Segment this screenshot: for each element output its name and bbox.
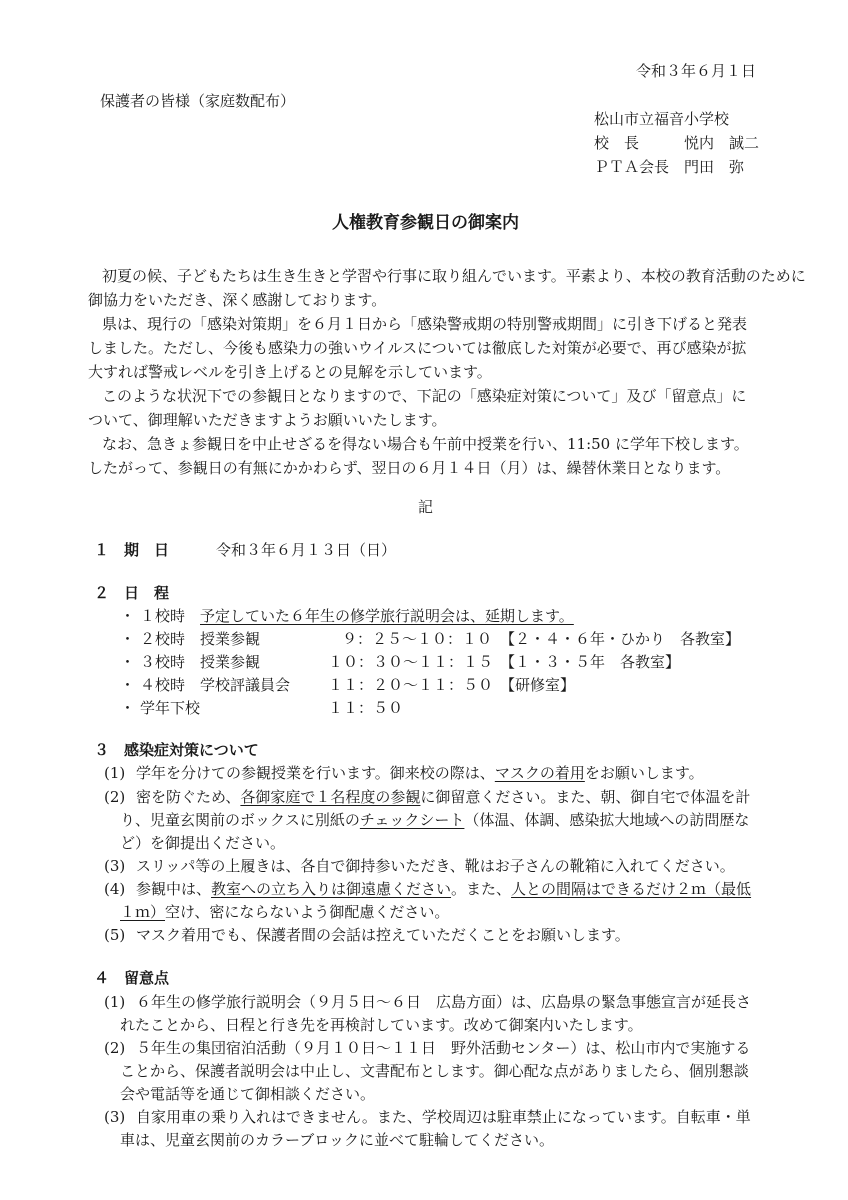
schedule-activity-3: 授業参観 xyxy=(200,653,261,671)
intro-line-9: したがって、参観日の有無にかかわらず、翌日の６月１４日（月）は、繰替休業日となります。 xyxy=(88,459,731,477)
ki-mark: 記 xyxy=(418,498,434,516)
schedule-period-3: ３校時 xyxy=(140,653,186,671)
infection-item-5: マスク着用でも、保護者間の会話は控えていただくことをお願いします。 xyxy=(136,926,630,944)
schedule-bullet: ・ xyxy=(120,676,136,694)
note-item-3: 自家用車の乗り入れはできません。また、学校周辺は駐車禁止になっています。自転車・単 xyxy=(136,1108,751,1126)
section-1-heading: １ 期 日 xyxy=(94,541,170,559)
schedule-activity-2: 授業参観 xyxy=(200,630,261,648)
intro-line-2: 御協力をいただき、深く感謝しております。 xyxy=(88,291,387,309)
schedule-bullet: ・ xyxy=(120,607,136,625)
schedule-bullet: ・ xyxy=(120,699,136,717)
intro-line-6: このような状況下での参観日となりますので、下記の「感染症対策について」及び「留意点」に xyxy=(102,387,747,405)
schedule-period-4: ４校時 xyxy=(140,676,186,694)
school-name: 松山市立福音小学校 xyxy=(594,110,730,128)
schedule-time-5: １１：５０ xyxy=(328,699,404,717)
schedule-place-4: 【研修室】 xyxy=(500,676,576,694)
item-number: (5) xyxy=(104,926,126,944)
schedule-place-3: 【１・３・５年 各教室】 xyxy=(500,653,681,671)
schedule-time-4: １１：２０〜１１：５０ xyxy=(328,676,494,694)
item-number: (2) xyxy=(104,788,126,806)
section-4-heading: ４ 留意点 xyxy=(94,969,170,987)
pta-president: ＰＴＡ会長 門田 弥 xyxy=(594,158,745,176)
intro-line-7: ついて、御理解いただきますようお願いいたします。 xyxy=(88,411,447,429)
schedule-place-2: 【２・４・６年・ひかり 各教室】 xyxy=(500,630,741,648)
intro-line-3: 県は、現行の「感染対策期」を６月１日から「感染警戒期の特別警戒期間」に引き下げると発表 xyxy=(102,315,748,333)
addressee: 保護者の皆様（家庭数配布） xyxy=(100,92,296,110)
infection-item-2-cont: り、児童玄関前のボックスに別紙のチェックシート（体温、体調、感染拡大地域への訪問歴な xyxy=(120,811,750,829)
section-3-heading: ３ 感染症対策について xyxy=(94,741,259,759)
intro-line-4: しました。ただし、今後も感染力の強いウイルスについては徹底した対策が必要で、再び感染が拡 xyxy=(88,339,747,357)
infection-item-4: 参観中は、教室への立ち入りは御遠慮ください。また、人との間隔はできるだけ２ｍ（最低 xyxy=(136,880,752,898)
intro-line-8: なお、急きょ参観日を中止せざるを得ない場合も午前中授業を行い、11:50 に学年下校します。 xyxy=(102,435,749,453)
item-number: (2) xyxy=(104,1039,126,1057)
note-item-2-cont2: 会や電話等を通じて御相談ください。 xyxy=(120,1085,376,1103)
note-item-1: ６年生の修学旅行説明会（９月５日〜６日 広島方面）は、広島県の緊急事態宣言が延長さ xyxy=(136,993,752,1011)
infection-item-2-cont2: ど）を御提出ください。 xyxy=(120,834,286,852)
section-2-heading: ２ 日 程 xyxy=(94,584,170,602)
intro-line-1: 初夏の候、子どもたちは生き生きと学習や行事に取り組んでいます。平素より、本校の教育活動のために xyxy=(102,267,806,285)
schedule-bullet: ・ xyxy=(120,630,136,648)
section-1-date: 令和３年６月１３日（日） xyxy=(216,541,397,559)
principal-name: 校 長 悦内 誠二 xyxy=(594,134,760,152)
item-number: (4) xyxy=(104,880,126,898)
infection-item-4-cont: １ｍ）空け、密にならないよう御配慮ください。 xyxy=(120,903,450,921)
schedule-period-1: １校時 xyxy=(140,607,186,625)
schedule-period-5: 学年下校 xyxy=(140,699,201,717)
issue-date: 令和３年６月１日 xyxy=(636,62,757,80)
schedule-activity-4: 学校評議員会 xyxy=(200,676,291,694)
schedule-note-1: 予定していた６年生の修学旅行説明会は、延期します。 xyxy=(200,607,574,625)
infection-item-2: 密を防ぐため、各御家庭で１名程度の参観に御留意ください。また、朝、御自宅で体温を計 xyxy=(136,788,751,806)
document-title: 人権教育参観日の御案内 xyxy=(332,213,519,233)
note-item-2: ５年生の集団宿泊活動（９月１０日〜１１日 野外活動センター）は、松山市内で実施する xyxy=(136,1039,751,1057)
infection-item-3: スリッパ等の上履きは、各自で御持参いただき、靴はお子さんの靴箱に入れてください。 xyxy=(136,857,735,875)
item-number: (3) xyxy=(104,1108,126,1126)
item-number: (1) xyxy=(104,993,126,1011)
schedule-time-2: ９：２５〜１０：１０ xyxy=(342,630,493,648)
note-item-2-cont: ことから、保護者説明会は中止し、文書配布とします。御心配な点がありましたら、個別懇談 xyxy=(120,1062,749,1080)
infection-item-1: 学年を分けての参観授業を行います。御来校の際は、マスクの着用をお願いします。 xyxy=(136,764,704,782)
intro-line-5: 大すれば警戒レベルを引き上げるとの見解を示しています。 xyxy=(88,363,492,381)
item-number: (1) xyxy=(104,764,126,782)
note-item-3-cont: 車は、児童玄関前のカラーブロックに並べて駐輪してください。 xyxy=(120,1131,554,1149)
schedule-bullet: ・ xyxy=(120,653,136,671)
schedule-time-3: １０：３０〜１１：１５ xyxy=(328,653,494,671)
note-item-1-cont: れたことから、日程と行き先を再検討しています。改めて御案内いたします。 xyxy=(120,1016,643,1034)
item-number: (3) xyxy=(104,857,126,875)
schedule-period-2: ２校時 xyxy=(140,630,186,648)
